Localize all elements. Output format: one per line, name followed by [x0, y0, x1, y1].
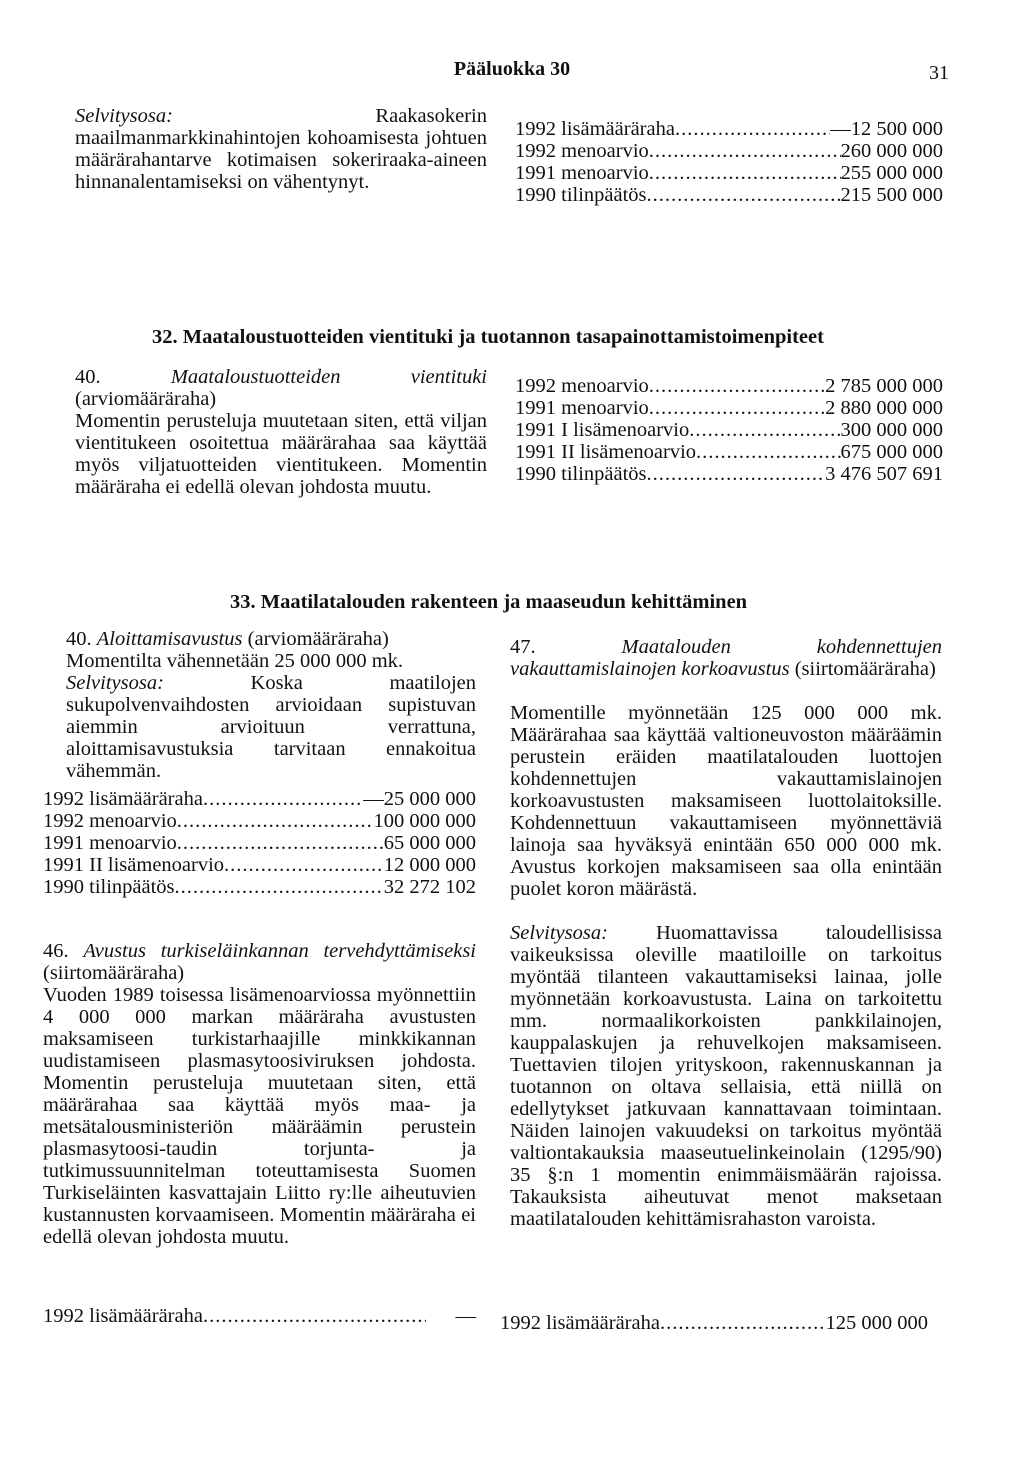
- table-row: 1991 menoarvio ..... 65 000 000: [43, 832, 476, 854]
- selvitys-text: Koska maatilojen sukupolvenvaihdosten arvioidaan supistuvan aiemmin arvioituun verrattuna, aloittamisavustuksia tarvitaan ennakoitua vähemmän.: [66, 672, 477, 782]
- section-32-appropriation-table: [515, 375, 943, 485]
- item-number: 46.: [43, 940, 69, 962]
- item-type: (siirtomääräraha): [43, 962, 185, 984]
- table-row: 1992 lisämääräraha ..... —12 500 000: [515, 118, 943, 140]
- section-33-item-47-table: [500, 1312, 928, 1334]
- selvitys-text: Huomattavissa taloudellisissa vaikeuksissa oleville maatiloille on tarkoitus myöntää tilanteen vakauttamiseksi lainaa, jolle myönnetään korkoavustusta. Laina on tarkoitettu mm. normaalikorkoisten pankkilainojen, kauppalaskujen ja rehuvelkojen maksamiseen. Tuettavien tilojen yrityskoon, rakennuskannan ja tuotannon on oltava sellaisia, että niillä on edellytykset jatkuvaan kannattavaan toimintaan. Näiden lainojen vakuudeksi on tarkoitus myöntää valtiontakauksia maaseutuelinkeinolain (1295/90) 35 §:n 1 momentin enimmäismäärän rajoissa. Takauksista aiheutuvat menot maksetaan maatilatalouden kehittämisrahaston varoista.: [510, 922, 942, 1230]
- item-number: 40.: [66, 628, 92, 650]
- table-row: 1991 menoarvio ..... 2 880 000 000: [515, 397, 943, 419]
- section-33-item-46-table: [43, 1305, 476, 1327]
- item-type: (arviomääräraha): [247, 628, 389, 650]
- item-text: Momentin perusteluja muutetaan siten, että viljan vientitukeen osoitettua määrärahaa saa käyttää myös viljatuotteiden vientitukeen. Momentin määräraha ei edellä olevan johdosta muutu.: [75, 410, 487, 498]
- section-33-item-40-table: [43, 788, 476, 898]
- table-row: 1992 lisämääräraha ..... 125 000 000: [500, 1312, 928, 1334]
- selvitys-label: Selvitysosa:: [510, 922, 608, 944]
- item-type: (siirtomääräraha): [794, 658, 936, 680]
- item-text: Momentille myönnetään 125 000 000 mk. Määrärahaa saa käyttää valtioneuvoston määräämin perustein eräiden maatilatalouden luottojen kohdennettujen vakauttamislainojen korkoavustusten maksamiseen luottolaitoksille. Kohdennettuun vakauttamiseen myönnettäviä lainoja saa hyväksyä enintään 650 000 000 mk. Avustus korkojen maksamiseen saa olla enintään puolet koron määrästä.: [510, 702, 942, 900]
- top-explanation: [75, 105, 487, 193]
- section-32-item-40: [75, 366, 487, 498]
- page-number: 31: [929, 62, 949, 84]
- table-row: 1992 menoarvio ..... 260 000 000: [515, 140, 943, 162]
- table-row: 1992 menoarvio ..... 100 000 000: [43, 810, 476, 832]
- selvitys-label: Selvitysosa:: [66, 672, 164, 694]
- section-32-heading: 32. Maataloustuotteiden vientituki ja tuotannon tasapainottamistoimenpiteet: [152, 326, 824, 348]
- table-row: 1991 I lisämenoarvio ..... 300 000 000: [515, 419, 943, 441]
- item-text: Momentilta vähennetään 25 000 000 mk.: [66, 650, 404, 672]
- table-row: 1990 tilinpäätös ..... 32 272 102: [43, 876, 476, 898]
- item-title: Avustus turkiseläinkannan tervehdyttämiseksi: [83, 940, 477, 962]
- top-appropriation-table: [515, 118, 943, 206]
- item-title: Maatalouden kohdennettujen vakauttamislainojen korkoavustus: [510, 636, 942, 680]
- item-title: Maataloustuotteiden vientituki: [170, 366, 488, 388]
- selvitys-text: Raakasokerin maailmanmarkkinahintojen kohoamisesta johtuen määrärahantarve kotimaisen sokeriraaka-aineen hinnanalentamiseksi on vähentynyt.: [75, 105, 487, 193]
- section-33-item-40: [66, 628, 476, 782]
- item-text: Vuoden 1989 toisessa lisämenoarviossa myönnettiin 4 000 000 markan määräraha avustusten maksamiseen turkistarhaajille minkkikannan uudistamiseen plasmasytoosiviruksen johdosta. Momentin perusteluja muutetaan siten, että määrärahaa saa käyttää myös maa- ja metsätalousministeriön määräämin perustein plasmasytoosi-taudin torjunta- ja tutkimussuunnitelman toteuttamisesta Suomen Turkiseläinten kasvattajain Liitto ry:lle aiheutuvien kustannusten korvaamiseen. Momentin määräraha ei edellä olevan johdosta muutu.: [43, 984, 476, 1248]
- page-header-title: Pääluokka 30: [453, 58, 571, 80]
- table-row: 1991 II lisämenoarvio ..... 675 000 000: [515, 441, 943, 463]
- table-row: 1992 lisämääräraha ..... —25 000 000: [43, 788, 476, 810]
- item-number: 47.: [510, 636, 536, 658]
- section-33-item-47: [510, 636, 942, 1230]
- table-row: 1992 lisämääräraha ..... —: [43, 1305, 476, 1327]
- selvitys-label: Selvitysosa:: [75, 105, 173, 127]
- table-row: 1991 menoarvio ..... 255 000 000: [515, 162, 943, 184]
- item-title: Aloittamisavustus: [96, 628, 243, 650]
- item-number: 40.: [75, 366, 101, 388]
- table-row: 1990 tilinpäätös ..... 215 500 000: [515, 184, 943, 206]
- section-33-heading: 33. Maatilatalouden rakenteen ja maaseudun kehittäminen: [230, 591, 748, 613]
- item-type: (arviomääräraha): [75, 388, 217, 410]
- table-row: 1990 tilinpäätös ..... 3 476 507 691: [515, 463, 943, 485]
- table-row: 1991 II lisämenoarvio ..... 12 000 000: [43, 854, 476, 876]
- section-33-item-46: [43, 940, 476, 1248]
- table-row: 1992 menoarvio ..... 2 785 000 000: [515, 375, 943, 397]
